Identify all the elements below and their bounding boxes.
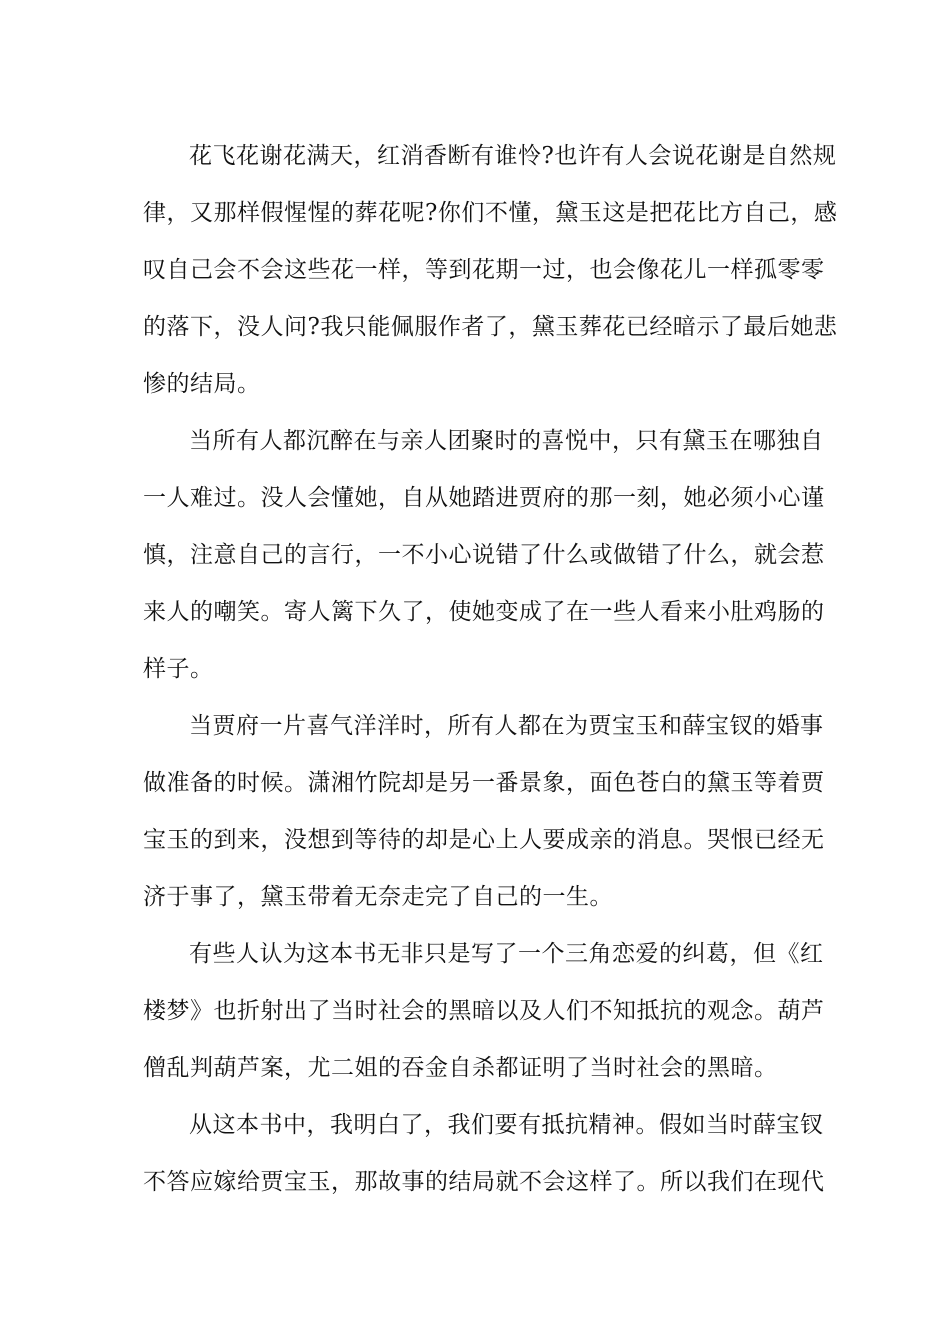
text-line: 一人难过。没人会懂她，自从她踏进贾府的那一刻，她必须小心谨 <box>143 485 825 511</box>
paragraph-3 <box>143 698 825 926</box>
text-line: 楼梦》也折射出了当时社会的黑暗以及人们不知抵抗的观念。葫芦 <box>143 998 825 1024</box>
text-line: 来人的嘲笑。寄人篱下久了，使她变成了在一些人看来小肚鸡肠的 <box>143 599 825 625</box>
text-line: 宝玉的到来，没想到等待的却是心上人要成亲的消息。哭恨已经无 <box>143 827 825 853</box>
text-line: 当所有人都沉醉在与亲人团聚时的喜悦中，只有黛玉在哪独自 <box>189 428 824 454</box>
text-line: 不答应嫁给贾宝玉，那故事的结局就不会这样了。所以我们在现代 <box>143 1169 825 1195</box>
paragraph-5 <box>143 1097 825 1211</box>
text-line: 济于事了，黛玉带着无奈走完了自己的一生。 <box>143 884 613 910</box>
text-line: 惨的结局。 <box>143 371 261 397</box>
text-line: 当贾府一片喜气洋洋时，所有人都在为贾宝玉和薛宝钗的婚事 <box>189 713 824 739</box>
text-line: 做准备的时候。潇湘竹院却是另一番景象，面色苍白的黛玉等着贾 <box>143 770 825 796</box>
text-line: 有些人认为这本书无非只是写了一个三角恋爱的纠葛，但《红 <box>189 941 824 967</box>
essay-body <box>143 128 838 1211</box>
text-line: 样子。 <box>143 656 214 682</box>
paragraph-4 <box>143 926 825 1097</box>
text-line: 花飞花谢花满天，红消香断有谁怜?也许有人会说花谢是自然规 <box>189 143 837 169</box>
text-line: 僧乱判葫芦案，尤二姐的吞金自杀都证明了当时社会的黑暗。 <box>143 1055 778 1081</box>
text-line: 叹自己会不会这些花一样，等到花期一过，也会像花儿一样孤零零 <box>143 257 825 283</box>
paragraph-1 <box>143 128 838 413</box>
text-line: 律，又那样假惺惺的葬花呢?你们不懂，黛玉这是把花比方自己，感 <box>143 200 838 226</box>
paragraph-2 <box>143 413 825 698</box>
text-line: 从这本书中，我明白了，我们要有抵抗精神。假如当时薛宝钗 <box>189 1112 824 1138</box>
text-line: 的落下，没人问?我只能佩服作者了，黛玉葬花已经暗示了最后她悲 <box>143 314 838 340</box>
text-line: 慎，注意自己的言行，一不小心说错了什么或做错了什么，就会惹 <box>143 542 825 568</box>
